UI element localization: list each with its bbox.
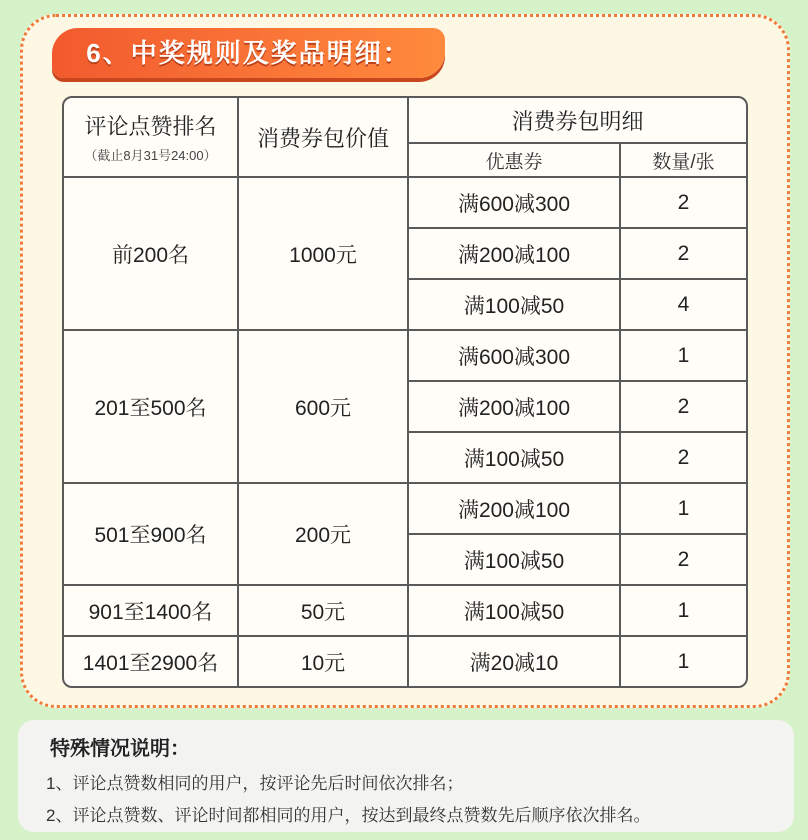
qty-cell: 4 [621,280,746,331]
coupon-cell: 满200减100 [409,382,621,433]
value-cell: 50元 [239,586,409,637]
qty-cell: 2 [621,178,746,229]
qty-cell: 1 [621,331,746,382]
header-rank-note: （截止8月31号24:00） [84,148,217,163]
notes-line: 1、评论点赞数相同的用户，按评论先后时间依次排名； [46,774,464,793]
qty-cell: 2 [621,433,746,484]
header-qty: 数量/张 [621,144,746,178]
coupon-cell: 满100减50 [409,535,621,586]
coupon-cell: 满100减50 [409,433,621,484]
qty-cell: 2 [621,382,746,433]
table-row [64,586,746,637]
coupon-cell: 满100减50 [409,586,621,637]
coupon-cell: 满200减100 [409,229,621,280]
header-coupon: 优惠券 [409,144,621,178]
coupon-cell: 满20减10 [409,637,621,686]
notes-line: 2、评论点赞数、评论时间都相同的用户，按达到最终点赞数先后顺序依次排名。 [46,806,651,825]
header-rank-label: 评论点赞排名 [84,114,217,139]
qty-cell: 1 [621,484,746,535]
value-cell: 1000元 [239,178,409,331]
coupon-cell: 满600减300 [409,331,621,382]
special-notes-card [18,720,794,832]
prize-table [62,96,748,688]
notes-title: 特殊情况说明： [50,738,190,760]
qty-cell: 2 [621,535,746,586]
table-row [64,637,746,686]
table-row [64,484,746,535]
coupon-cell: 满200减100 [409,484,621,535]
rank-cell: 1401至2900名 [64,637,239,686]
qty-cell: 1 [621,586,746,637]
table-row [64,331,746,382]
rank-cell: 501至900名 [64,484,239,586]
section-title: 6、中奖规则及奖品明细： [52,28,445,78]
value-cell: 600元 [239,331,409,484]
table-row [64,178,746,229]
rank-cell: 前200名 [64,178,239,331]
coupon-cell: 满600减300 [409,178,621,229]
rank-cell: 901至1400名 [64,586,239,637]
value-cell: 200元 [239,484,409,586]
header-detail: 消费券包明细 [409,98,746,144]
coupon-cell: 满100减50 [409,280,621,331]
qty-cell: 2 [621,229,746,280]
rank-cell: 201至500名 [64,331,239,484]
header-value: 消费券包价值 [239,98,409,178]
qty-cell: 1 [677,649,690,673]
header-rank [64,98,239,178]
value-cell: 10元 [239,637,409,686]
